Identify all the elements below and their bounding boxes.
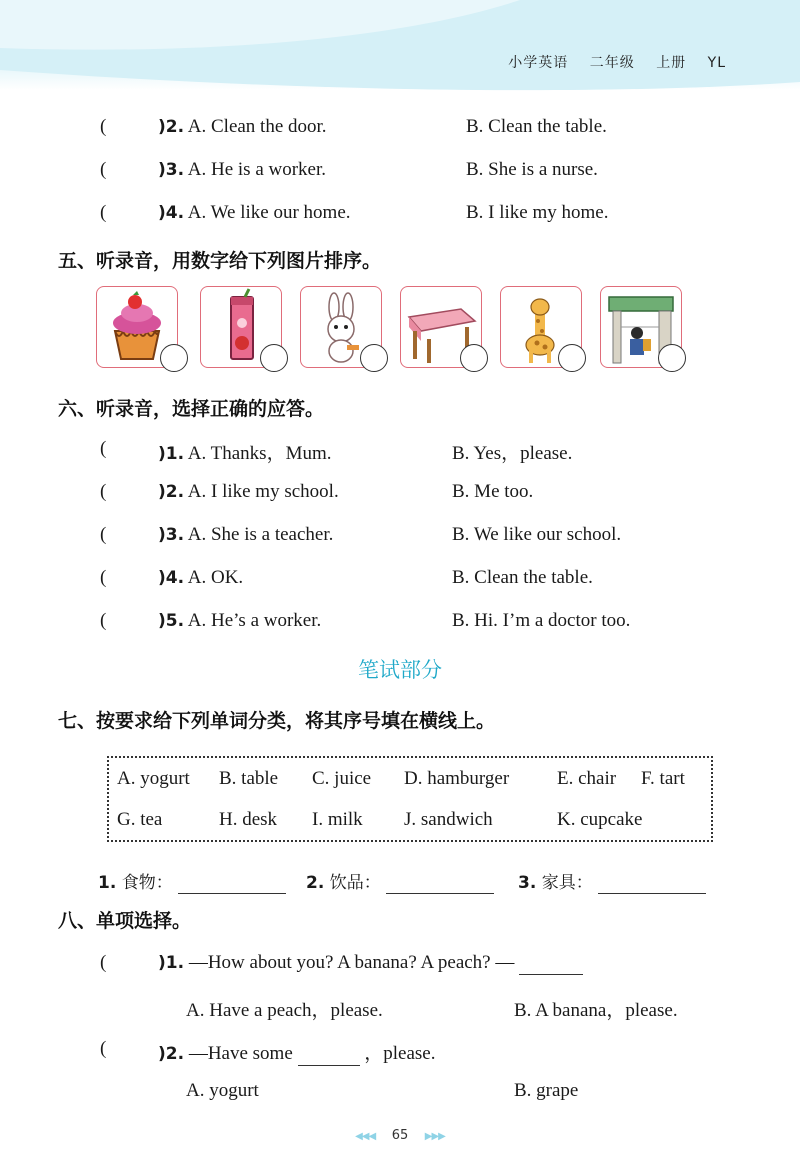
- question-num: )4.: [158, 203, 185, 223]
- option-b: B. A banana，please.: [514, 1000, 678, 1021]
- question-num: )3.: [158, 525, 185, 545]
- word-item: K. cupcake: [557, 809, 643, 830]
- option-a: A. yogurt: [186, 1080, 259, 1101]
- question-row: [158, 1038, 436, 1066]
- question-row: [158, 116, 327, 138]
- option-b: B. Me too.: [452, 481, 534, 502]
- answer-circle[interactable]: [658, 344, 686, 372]
- option-b: B. She is a nurse.: [466, 159, 598, 180]
- option-a: A. He is a worker.: [187, 159, 327, 180]
- word-item: D. hamburger: [404, 768, 510, 789]
- answer-circle[interactable]: [160, 344, 188, 372]
- answer-paren[interactable]: (: [100, 438, 107, 459]
- answer-paren[interactable]: (: [100, 1038, 107, 1059]
- category-num: 3.: [518, 873, 537, 893]
- category-label: 家具：: [541, 873, 593, 893]
- option-a: A. He’s a worker.: [187, 610, 322, 631]
- answer-paren[interactable]: (: [100, 481, 107, 502]
- question-row: [158, 438, 332, 465]
- drinks-answer-blank[interactable]: [386, 873, 494, 894]
- question-num: )3.: [158, 160, 185, 180]
- question-row: [158, 159, 326, 181]
- question-row: [158, 567, 243, 589]
- question-num: )2.: [158, 1044, 185, 1064]
- header-info: [492, 52, 726, 72]
- right-arrows-icon: ▶▶▶: [424, 1131, 445, 1142]
- left-arrows-icon: ◀◀◀: [355, 1131, 376, 1142]
- option-a: A. Thanks，Mum.: [187, 443, 332, 464]
- option-a: A. I like my school.: [187, 481, 339, 502]
- question-row: [158, 524, 333, 546]
- answer-paren[interactable]: (: [100, 952, 107, 973]
- section8-title: 八、单项选择。: [58, 910, 192, 932]
- question-num: )2.: [158, 117, 185, 137]
- answer-paren[interactable]: (: [100, 567, 107, 588]
- category-furniture: [518, 868, 706, 894]
- answer-paren[interactable]: (: [100, 159, 107, 180]
- category-drinks: [306, 868, 494, 894]
- option-b: B. Clean the table.: [452, 567, 593, 588]
- option-b: B. I like my home.: [466, 202, 609, 223]
- word-item: I. milk: [312, 809, 363, 830]
- question-text: —How about you? A banana? A peach? —: [188, 952, 515, 973]
- option-b: B. Hi. I’m a doctor too.: [452, 610, 631, 631]
- option-a: A. We like our home.: [187, 202, 351, 223]
- word-item: E. chair: [557, 768, 617, 789]
- answer-circle[interactable]: [558, 344, 586, 372]
- word-item: A. yogurt: [117, 768, 190, 789]
- question-text: —Have some: [188, 1043, 293, 1064]
- word-item: B. table: [219, 768, 279, 789]
- answer-paren[interactable]: (: [100, 524, 107, 545]
- food-answer-blank[interactable]: [178, 873, 286, 894]
- question-num: )1.: [158, 444, 185, 464]
- category-food: [98, 868, 286, 894]
- header-curve: [0, 0, 800, 95]
- answer-paren[interactable]: (: [100, 116, 107, 137]
- word-item: F. tart: [641, 768, 685, 789]
- answer-circle[interactable]: [260, 344, 288, 372]
- furniture-answer-blank[interactable]: [598, 873, 706, 894]
- category-num: 1.: [98, 873, 117, 893]
- word-box: [107, 756, 713, 842]
- answer-circle[interactable]: [460, 344, 488, 372]
- question-num: )4.: [158, 568, 185, 588]
- option-b: B. Clean the table.: [466, 116, 607, 137]
- category-num: 2.: [306, 873, 325, 893]
- option-b: B. grape: [514, 1080, 579, 1101]
- word-item: J. sandwich: [404, 809, 493, 830]
- header-edition: YL: [707, 55, 726, 71]
- header-subject: 小学英语: [508, 55, 569, 71]
- header-grade: 二年级: [589, 55, 635, 71]
- header-volume: 上册: [656, 55, 687, 71]
- question-row: [158, 202, 351, 224]
- question-text-end: ，please.: [364, 1043, 436, 1064]
- written-part-title: 笔试部分: [358, 658, 442, 682]
- section7-title: 七、按要求给下列单词分类，将其序号填在横线上。: [58, 710, 496, 732]
- question-row: [158, 610, 321, 632]
- option-a: A. Clean the door.: [187, 116, 327, 137]
- option-a: A. She is a teacher.: [187, 524, 334, 545]
- word-item: G. tea: [117, 809, 163, 830]
- answer-paren[interactable]: (: [100, 610, 107, 631]
- word-item: H. desk: [219, 809, 278, 830]
- answer-paren[interactable]: (: [100, 202, 107, 223]
- question-row: [158, 481, 339, 503]
- word-item: C. juice: [312, 768, 372, 789]
- question-row: [158, 952, 583, 975]
- q1-answer-blank[interactable]: [519, 952, 583, 975]
- section6-title: 六、听录音，选择正确的应答。: [58, 398, 325, 420]
- section5-title: 五、听录音，用数字给下列图片排序。: [58, 250, 382, 272]
- question-num: )1.: [158, 953, 185, 973]
- option-a: A. Have a peach，please.: [186, 1000, 383, 1021]
- option-a: A. OK.: [187, 567, 244, 588]
- answer-circle[interactable]: [360, 344, 388, 372]
- option-b: B. Yes，please.: [452, 443, 573, 464]
- option-b: B. We like our school.: [452, 524, 622, 545]
- category-label: 食物：: [121, 873, 173, 893]
- question-num: )5.: [158, 611, 185, 631]
- page-number: 65: [391, 1128, 409, 1143]
- page-footer: [0, 1128, 800, 1143]
- question-num: )2.: [158, 482, 185, 502]
- q2-answer-blank[interactable]: [298, 1043, 360, 1066]
- category-label: 饮品：: [329, 873, 381, 893]
